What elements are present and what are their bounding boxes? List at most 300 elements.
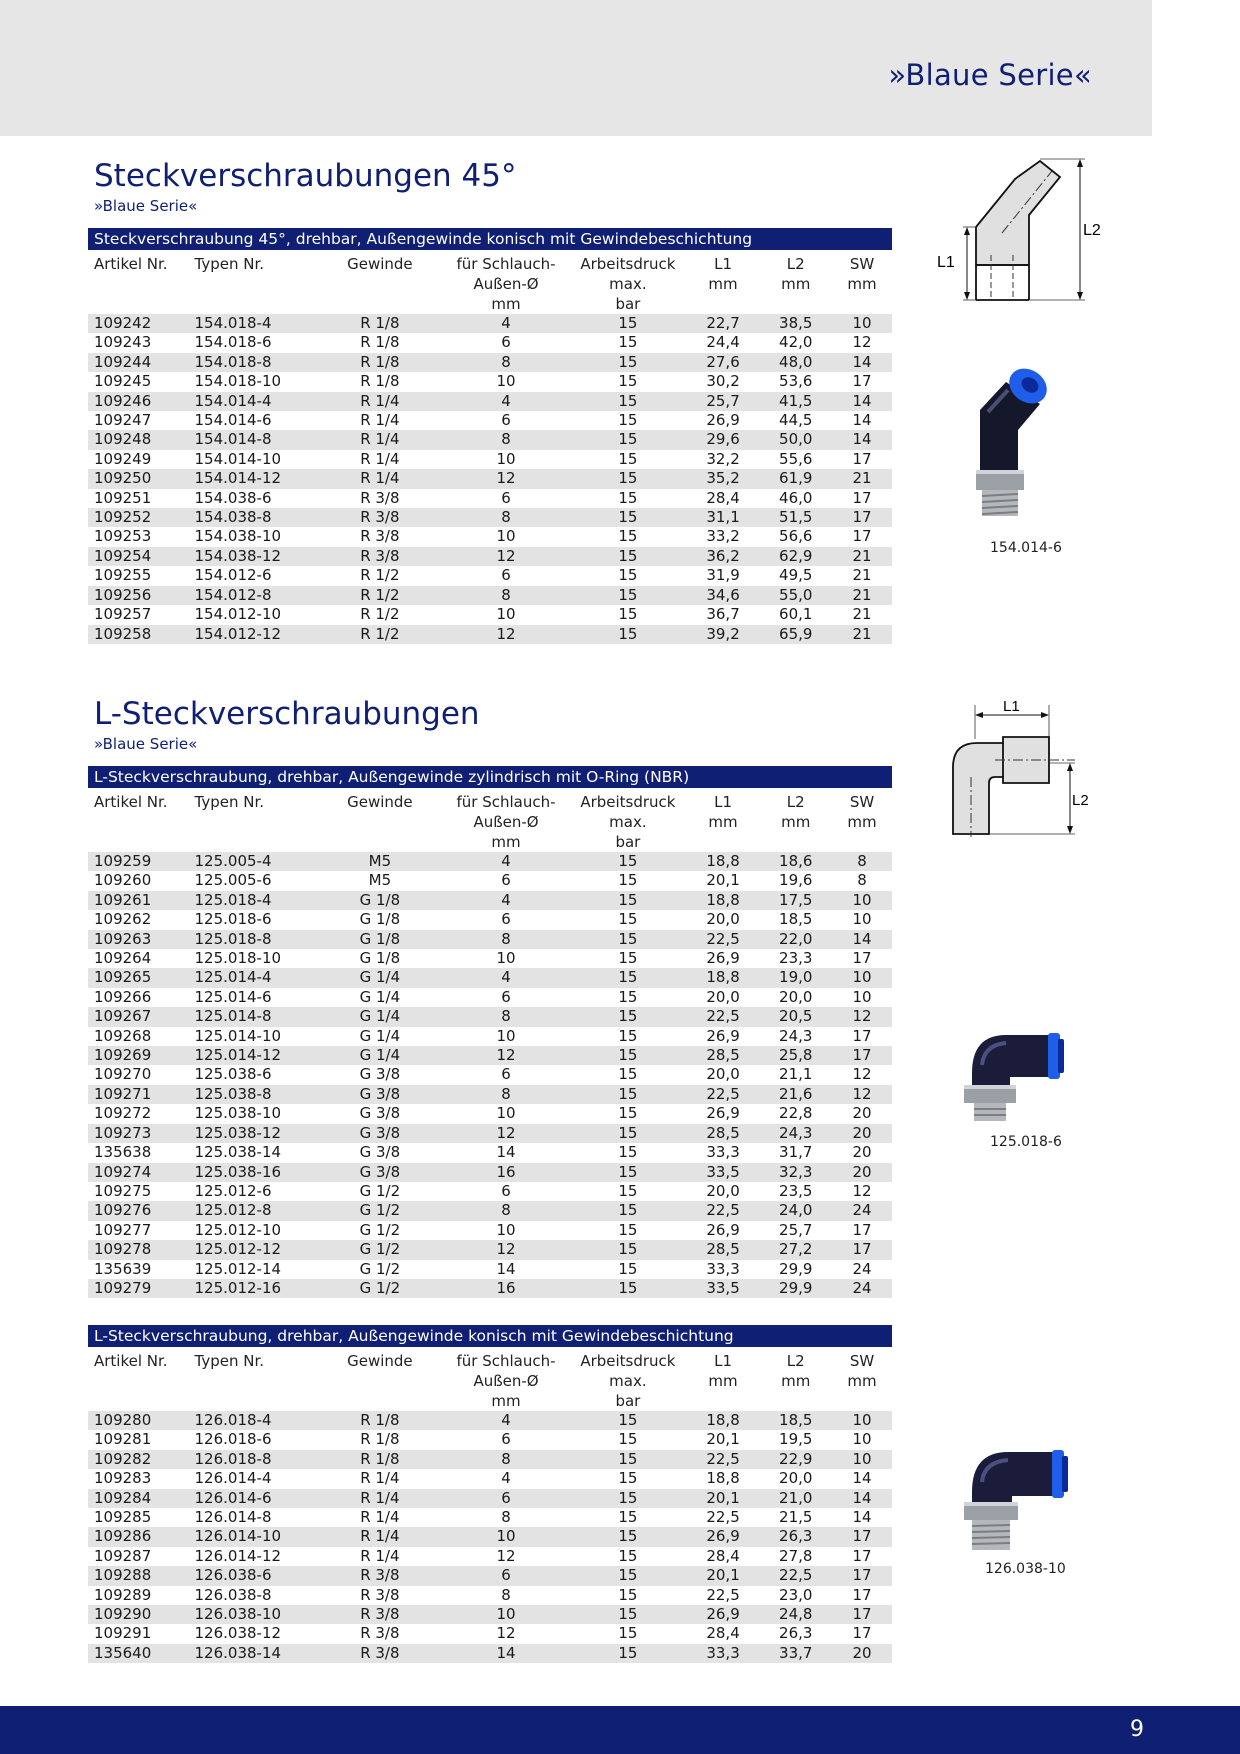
table-cell: 10: [832, 891, 892, 910]
table-cell: 26,3: [759, 1624, 832, 1643]
table-cell: 109258: [88, 625, 189, 644]
table-cell: 15: [569, 1411, 687, 1430]
table-cell: 20,5: [759, 1007, 832, 1026]
table-cell: 25,8: [759, 1046, 832, 1065]
table-row: [88, 1430, 892, 1449]
table-cell: 17: [832, 372, 892, 391]
table-cell: 12: [443, 625, 569, 644]
table-cell: 15: [569, 1450, 687, 1469]
table-cell: 48,0: [759, 353, 832, 372]
table-row: [88, 430, 892, 449]
table-cell: 32,3: [759, 1163, 832, 1182]
table-cell: 109282: [88, 1450, 189, 1469]
table-cell: R 1/2: [317, 625, 443, 644]
table-cell: 26,9: [687, 1527, 760, 1546]
table-cell: 126.038-6: [189, 1566, 317, 1585]
table-cell: 109263: [88, 930, 189, 949]
table-row: [88, 1279, 892, 1298]
table-cell: 109259: [88, 852, 189, 871]
section-subtitle-45: »Blaue Serie«: [94, 197, 198, 215]
table-cell: 14: [832, 1489, 892, 1508]
table-l-cylindrical: [88, 766, 892, 1298]
table-cell: 109256: [88, 586, 189, 605]
table-row: [88, 1489, 892, 1508]
table-cell: 126.018-6: [189, 1430, 317, 1449]
table-cell: 20,0: [687, 910, 760, 929]
table-cell: 4: [443, 1469, 569, 1488]
table-cell: 15: [569, 1065, 687, 1084]
table-cell: 18,5: [759, 1411, 832, 1430]
table-cell: 25,7: [759, 1221, 832, 1240]
table-cell: 109281: [88, 1430, 189, 1449]
table-45-degree: [88, 228, 892, 644]
table-cell: 125.012-12: [189, 1240, 317, 1259]
table-cell: 15: [569, 1221, 687, 1240]
table-cell: 15: [569, 910, 687, 929]
table-row: [88, 1527, 892, 1546]
table-row: [88, 949, 892, 968]
table-cell: 15: [569, 1007, 687, 1026]
table-cell: 33,7: [759, 1644, 832, 1663]
table-cell: 20: [832, 1143, 892, 1162]
table-cell: 20: [832, 1644, 892, 1663]
table-cell: 126.014-10: [189, 1527, 317, 1546]
table-cell: 14: [443, 1644, 569, 1663]
table-cell: 14: [832, 430, 892, 449]
table-cell: 109272: [88, 1104, 189, 1123]
table-cell: 26,9: [687, 1221, 760, 1240]
table-cell: 15: [569, 1240, 687, 1259]
table-cell: G 1/8: [317, 949, 443, 968]
table-cell: 8: [443, 586, 569, 605]
table-cell: 56,6: [759, 527, 832, 546]
table-cell: G 1/2: [317, 1260, 443, 1279]
table-cell: 20,0: [759, 1469, 832, 1488]
photo-caption-126: 126.038-10: [985, 1561, 1066, 1577]
table-cell: 109257: [88, 605, 189, 624]
table-cell: 22,5: [687, 1450, 760, 1469]
table-cell: 42,0: [759, 333, 832, 352]
column-header: Gewinde: [347, 255, 413, 273]
column-header: Typen Nr.: [194, 255, 265, 273]
table-cell: 154.018-10: [189, 372, 317, 391]
table-cell: G 1/8: [317, 891, 443, 910]
table-cell: 109247: [88, 411, 189, 430]
table-cell: 10: [832, 968, 892, 987]
table-cell: 18,8: [687, 968, 760, 987]
table-cell: 55,0: [759, 586, 832, 605]
table-cell: 18,8: [687, 1469, 760, 1488]
table-cell: R 1/4: [317, 1547, 443, 1566]
table-cell: 6: [443, 489, 569, 508]
table-cell: 24: [832, 1201, 892, 1220]
table-cell: 21: [832, 547, 892, 566]
table-cell: 109248: [88, 430, 189, 449]
table-cell: 8: [443, 1450, 569, 1469]
table-row: [88, 1085, 892, 1104]
table-cell: 28,4: [687, 1547, 760, 1566]
table-cell: 46,0: [759, 489, 832, 508]
table-cell: 22,5: [687, 1508, 760, 1527]
table-l-conical: [88, 1325, 892, 1663]
table-cell: 15: [569, 1489, 687, 1508]
table-cell: 15: [569, 1104, 687, 1123]
table-cell: 6: [443, 910, 569, 929]
table-cell: 15: [569, 1605, 687, 1624]
table-cell: M5: [317, 871, 443, 890]
table-cell: 10: [443, 605, 569, 624]
table-cell: 125.012-10: [189, 1221, 317, 1240]
table-row: [88, 1260, 892, 1279]
table-cell: 12: [832, 1065, 892, 1084]
photo-caption-125: 125.018-6: [990, 1134, 1062, 1150]
table-cell: 29,9: [759, 1260, 832, 1279]
table-cell: 16: [443, 1279, 569, 1298]
series-title: »Blaue Serie«: [888, 58, 1092, 92]
table-cell: 20: [832, 1104, 892, 1123]
table-cell: 21,0: [759, 1489, 832, 1508]
table-cell: 15: [569, 372, 687, 391]
table-row: [88, 1221, 892, 1240]
table-row: [88, 605, 892, 624]
table-cell: 21,5: [759, 1508, 832, 1527]
table-cell: 109290: [88, 1605, 189, 1624]
table-cell: G 1/2: [317, 1279, 443, 1298]
table-cell: 109277: [88, 1221, 189, 1240]
table-cell: 6: [443, 1489, 569, 1508]
table-cell: 22,5: [759, 1566, 832, 1585]
table-cell: 17: [832, 1547, 892, 1566]
table-row: [88, 1124, 892, 1143]
table-cell: G 1/8: [317, 930, 443, 949]
table-cell: 109264: [88, 949, 189, 968]
table-cell: 6: [443, 1430, 569, 1449]
table-cell: 12: [443, 1624, 569, 1643]
table-cell: 15: [569, 508, 687, 527]
table-cell: 154.012-12: [189, 625, 317, 644]
table-cell: R 1/8: [317, 372, 443, 391]
table-row: [88, 411, 892, 430]
table-cell: 15: [569, 1046, 687, 1065]
table-cell: 12: [443, 1240, 569, 1259]
table-cell: 6: [443, 1182, 569, 1201]
table-row: [88, 1469, 892, 1488]
table-cell: 22,9: [759, 1450, 832, 1469]
table-cell: 23,3: [759, 949, 832, 968]
table-cell: 109246: [88, 392, 189, 411]
table-cell: 125.018-8: [189, 930, 317, 949]
column-header: L2 mm: [781, 1352, 811, 1390]
table-cell: 22,5: [687, 1007, 760, 1026]
table-cell: 154.012-10: [189, 605, 317, 624]
table-cell: 8: [443, 1201, 569, 1220]
table-cell: 109254: [88, 547, 189, 566]
table-cell: 28,4: [687, 489, 760, 508]
table-cell: 15: [569, 1085, 687, 1104]
table-cell: R 1/4: [317, 1489, 443, 1508]
drawing-45-degree: [935, 155, 1110, 305]
table-row: [88, 1605, 892, 1624]
table-row: [88, 508, 892, 527]
table-cell: G 1/2: [317, 1182, 443, 1201]
table-cell: 109255: [88, 566, 189, 585]
table-cell: 10: [443, 527, 569, 546]
table-cell: 17: [832, 489, 892, 508]
table-row: [88, 450, 892, 469]
table-cell: 15: [569, 450, 687, 469]
table-cell: 154.014-6: [189, 411, 317, 430]
table-cell: 6: [443, 566, 569, 585]
table-cell: 8: [443, 1007, 569, 1026]
table-cell: 15: [569, 1430, 687, 1449]
table-cell: 17: [832, 527, 892, 546]
table-cell: 20,1: [687, 1489, 760, 1508]
table-cell: 154.014-12: [189, 469, 317, 488]
table-cell: 125.018-6: [189, 910, 317, 929]
table-cell: 14: [832, 1469, 892, 1488]
table-cell: 8: [443, 930, 569, 949]
table-cell: R 1/8: [317, 1430, 443, 1449]
table-cell: 24,4: [687, 333, 760, 352]
table-cell: 4: [443, 1411, 569, 1430]
table-cell: 6: [443, 333, 569, 352]
table-cell: 10: [443, 949, 569, 968]
table-cell: 125.038-10: [189, 1104, 317, 1123]
table-cell: 19,6: [759, 871, 832, 890]
table-cell: 14: [832, 1508, 892, 1527]
table-cell: 125.038-12: [189, 1124, 317, 1143]
table-row: [88, 1644, 892, 1663]
table-cell: 33,5: [687, 1163, 760, 1182]
table-cell: 18,8: [687, 1411, 760, 1430]
table-cell: 15: [569, 852, 687, 871]
table-cell: 109245: [88, 372, 189, 391]
table-cell: 33,3: [687, 1644, 760, 1663]
table-cell: R 1/2: [317, 605, 443, 624]
table-cell: 12: [832, 1182, 892, 1201]
table-cell: R 1/2: [317, 586, 443, 605]
table-cell: 109289: [88, 1586, 189, 1605]
table-cell: 17: [832, 1586, 892, 1605]
table-cell: R 1/2: [317, 566, 443, 585]
table-cell: 109273: [88, 1124, 189, 1143]
table-cell: 51,5: [759, 508, 832, 527]
table-cell: 109267: [88, 1007, 189, 1026]
table-cell: 125.005-4: [189, 852, 317, 871]
column-header: Artikel Nr.: [94, 1352, 168, 1370]
table-cell: 28,4: [687, 1624, 760, 1643]
table-cell: 17: [832, 1046, 892, 1065]
column-header: Typen Nr.: [194, 793, 265, 811]
column-header: Arbeitsdruck max. bar: [580, 1352, 676, 1410]
table-cell: 19,5: [759, 1430, 832, 1449]
table-cell: 21: [832, 566, 892, 585]
table-row: [88, 1027, 892, 1046]
table-cell: R 3/8: [317, 1586, 443, 1605]
table-header-row: [88, 788, 892, 852]
table-row: [88, 871, 892, 890]
table-cell: 125.012-8: [189, 1201, 317, 1220]
table-row: [88, 1046, 892, 1065]
table-cell: 17: [832, 1527, 892, 1546]
table-cell: 33,3: [687, 1260, 760, 1279]
table-row: [88, 1007, 892, 1026]
table-cell: 14: [832, 353, 892, 372]
table-cell: 20,0: [687, 1065, 760, 1084]
table-cell: 14: [443, 1260, 569, 1279]
table-cell: 125.012-6: [189, 1182, 317, 1201]
table-cell: 15: [569, 625, 687, 644]
table-cell: 17: [832, 1027, 892, 1046]
table-cell: G 3/8: [317, 1143, 443, 1162]
table-cell: 126.038-12: [189, 1624, 317, 1643]
table-cell: 21: [832, 605, 892, 624]
table-cell: 12: [443, 1124, 569, 1143]
table-row: [88, 489, 892, 508]
table-cell: 15: [569, 1260, 687, 1279]
table-cell: 17: [832, 450, 892, 469]
table-cell: R 1/8: [317, 333, 443, 352]
table-cell: G 1/8: [317, 910, 443, 929]
column-header: Typen Nr.: [194, 1352, 265, 1370]
column-header: Gewinde: [347, 1352, 413, 1370]
table-cell: 15: [569, 566, 687, 585]
table-cell: 12: [443, 547, 569, 566]
table-cell: 126.014-6: [189, 1489, 317, 1508]
table-cell: 17,5: [759, 891, 832, 910]
table-cell: 109249: [88, 450, 189, 469]
table-cell: 22,0: [759, 930, 832, 949]
table-cell: 21,6: [759, 1085, 832, 1104]
table-cell: 14: [832, 411, 892, 430]
table-cell: 10: [832, 1411, 892, 1430]
table-cell: 154.014-8: [189, 430, 317, 449]
table-cell: 60,1: [759, 605, 832, 624]
table-cell: 15: [569, 891, 687, 910]
table-row: [88, 1065, 892, 1084]
table-cell: 14: [832, 930, 892, 949]
table-cell: 24,3: [759, 1124, 832, 1143]
table-cell: 126.038-14: [189, 1644, 317, 1663]
table-cell: 109274: [88, 1163, 189, 1182]
table-cell: 15: [569, 1547, 687, 1566]
table-cell: R 1/4: [317, 1527, 443, 1546]
table-cell: 15: [569, 333, 687, 352]
column-header: für Schlauch- Außen-Ø mm: [456, 1352, 556, 1410]
table-cell: R 1/4: [317, 411, 443, 430]
table-cell: 109268: [88, 1027, 189, 1046]
table-cell: 20,1: [687, 1566, 760, 1585]
table-cell: 65,9: [759, 625, 832, 644]
table-row: [88, 1143, 892, 1162]
table-cell: 24,0: [759, 1201, 832, 1220]
table-cell: 109278: [88, 1240, 189, 1259]
table-cell: 8: [443, 1085, 569, 1104]
table-cell: 109242: [88, 314, 189, 333]
table-cell: R 3/8: [317, 508, 443, 527]
table-cell: 126.018-4: [189, 1411, 317, 1430]
table-row: [88, 1163, 892, 1182]
table-cell: 109260: [88, 871, 189, 890]
table-cell: 20,0: [687, 1182, 760, 1201]
column-header: SW mm: [847, 793, 877, 831]
table-cell: 15: [569, 392, 687, 411]
table-cell: 109291: [88, 1624, 189, 1643]
column-header: L1 mm: [708, 255, 738, 293]
table-cell: 26,9: [687, 1027, 760, 1046]
table-cell: G 1/4: [317, 1027, 443, 1046]
table-cell: 15: [569, 1644, 687, 1663]
table-cell: 126.014-8: [189, 1508, 317, 1527]
table-cell: 12: [832, 1085, 892, 1104]
table-cell: 17: [832, 1566, 892, 1585]
table-cell: 16: [443, 1163, 569, 1182]
table-cell: 44,5: [759, 411, 832, 430]
table-cell: 10: [832, 1430, 892, 1449]
table-cell: 12: [443, 469, 569, 488]
table-cell: 154.018-4: [189, 314, 317, 333]
table-cell: 26,9: [687, 411, 760, 430]
table-cell: 125.012-16: [189, 1279, 317, 1298]
table-cell: 154.038-10: [189, 527, 317, 546]
table-cell: 34,6: [687, 586, 760, 605]
section-subtitle-l: »Blaue Serie«: [94, 735, 198, 753]
table-cell: 154.018-6: [189, 333, 317, 352]
table-cell: R 3/8: [317, 1605, 443, 1624]
table-cell: 17: [832, 508, 892, 527]
drawing-label-l1: L1: [937, 254, 955, 271]
table-cell: 109285: [88, 1508, 189, 1527]
table-cell: 6: [443, 411, 569, 430]
table-cell: 36,7: [687, 605, 760, 624]
table-cell: 22,8: [759, 1104, 832, 1123]
table-row: [88, 1508, 892, 1527]
table-row: [88, 333, 892, 352]
table-cell: 28,5: [687, 1046, 760, 1065]
table-cell: G 3/8: [317, 1085, 443, 1104]
column-header: Arbeitsdruck max. bar: [580, 255, 676, 313]
table-cell: 15: [569, 353, 687, 372]
table-cell: 10: [443, 372, 569, 391]
table-cell: 15: [569, 1508, 687, 1527]
table-row: [88, 566, 892, 585]
table-cell: 15: [569, 411, 687, 430]
table-cell: R 3/8: [317, 1566, 443, 1585]
table-row: [88, 372, 892, 391]
table-cell: 109252: [88, 508, 189, 527]
table-cell: 109265: [88, 968, 189, 987]
table-cell: 21: [832, 625, 892, 644]
table-cell: 125.014-4: [189, 968, 317, 987]
table-cell: 109279: [88, 1279, 189, 1298]
table-cell: 15: [569, 968, 687, 987]
table-row: [88, 1586, 892, 1605]
table-cell: 10: [443, 1104, 569, 1123]
table-cell: 15: [569, 547, 687, 566]
table-cell: 18,5: [759, 910, 832, 929]
table-cell: 24: [832, 1279, 892, 1298]
table-cell: 109275: [88, 1182, 189, 1201]
table-row: [88, 1411, 892, 1430]
drawing-label-l1-l: L1: [1003, 698, 1020, 715]
table-cell: 125.014-10: [189, 1027, 317, 1046]
table-cell: 109276: [88, 1201, 189, 1220]
table-row: [88, 353, 892, 372]
table-cell: 15: [569, 988, 687, 1007]
table-cell: 154.038-6: [189, 489, 317, 508]
table-cell: 23,0: [759, 1586, 832, 1605]
table-cell: 22,7: [687, 314, 760, 333]
